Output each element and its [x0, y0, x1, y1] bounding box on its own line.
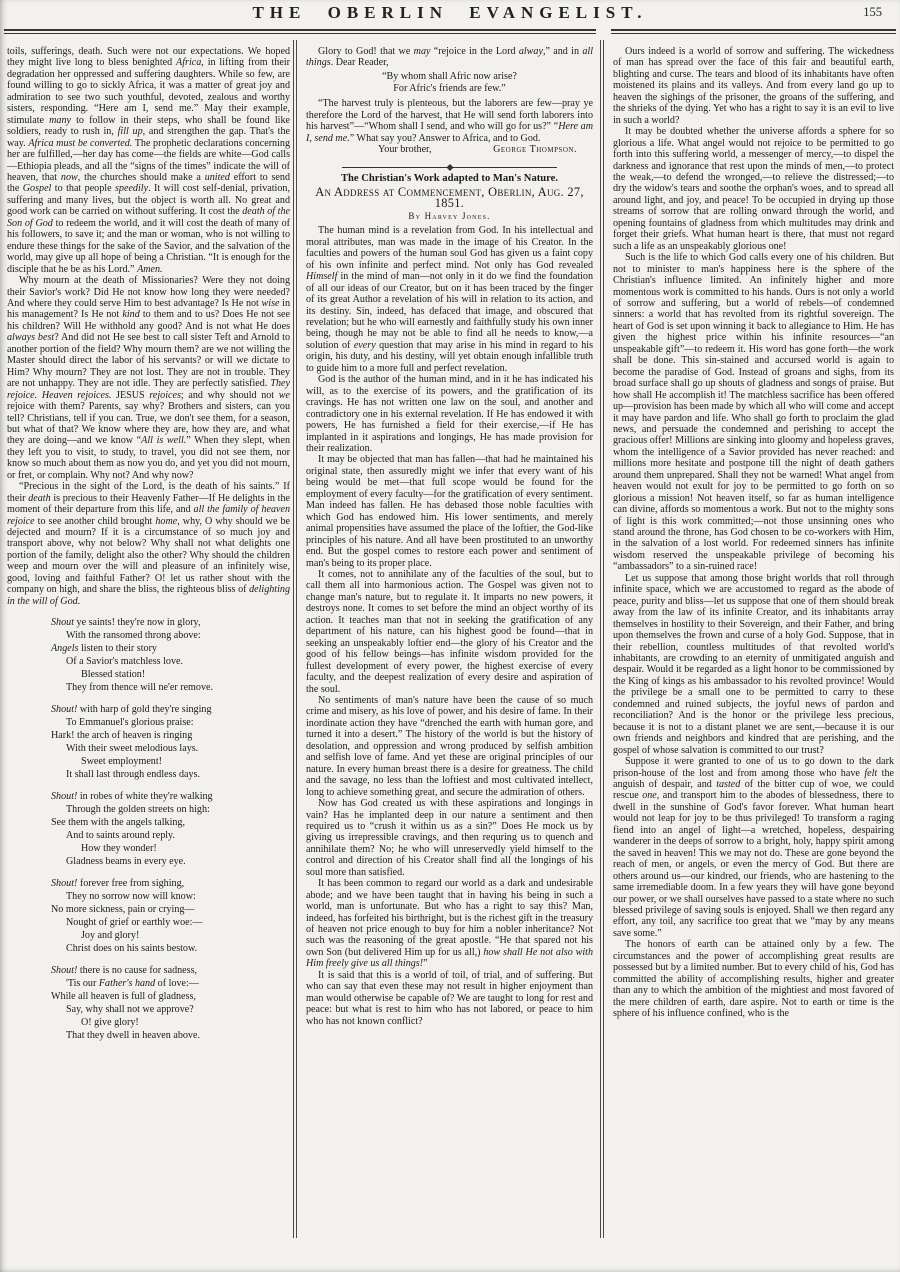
- verse-line: Say, why shall not we approve?: [66, 1004, 194, 1016]
- verse-line: Shout! there is no cause for sadness,: [51, 965, 198, 977]
- para: It is said that this is a world of toil, of trial, and of suffering. But who can say that even these may not result in higher enjoyment than man would otherwise be capable of? We are taught to long for rest and peace: but what is rest to him who has not labored, or peace to him who has not known conflict?: [306, 969, 593, 1027]
- verse-line: No more sickness, pain or crying—: [51, 904, 195, 916]
- verse-line: How they wonder!: [81, 843, 157, 855]
- verse-line: Nought of grief or earthly woe:—: [66, 917, 203, 929]
- signature-name: George Thompson.: [493, 144, 577, 156]
- para: Such is the life to which God calls every one of his children. But not to minister to man's happiness here is the sphere of the Christian's influence limited. An infinitely higher and more momentous work is committed to his hands. Ours is not only a world of sorrow and suffering, but a world of rebels—of condemned sinners: a world that has revolted from its rightful sovereign. The heart of God is set upon winning it back to allegiance to Him. He has given the highest price within his infinite resources—“an unspeakable gift”—to redeem it. His word has gone forth—the work shall be done. This sin-stained and accursed world is again to become the paradise of God. Instead of groans and sighs, from its broad surface shall go up shouts of gladness and songs of praise. But how shall He accomplish it! The matchless sacrifice has been offered up—provision has been made by which all who will come and accept it may have pardon and life. Who shall go forth to proclaim the glad news, and persuade the condemned and perishing to accept the gracious offer! Millions are sinking into gloomy and hopeless graves, whom the intelligence of a Savior provided has never reached: and millions more hesitate and postpone till the night of death gathers around them unprepared. Shall they not be warned! What angel from heaven would not exult for joy to be permitted to go forth on so glorious a mission! Not heaven itself, so far as human intelligence can divine, affords so momentous a work. But not to the mighty sons of light is this work committed;—not those unsinning ones who stand around the throne, has God chosen to be co-workers with Him, in the salvation of a lost world. For redeemed sinners has infinite wisdom reserved the unspeakable privilege of becoming his “ambassadors” to a sin-ruined race!: [613, 252, 894, 573]
- verse-line: And to saints around reply.: [66, 830, 175, 842]
- verse-line: For Afric's friends are few.”: [393, 83, 506, 95]
- section-divider: [342, 164, 557, 168]
- verse-line: Shout! forever free from sighing,: [51, 878, 185, 890]
- verse-line: Shout! in robes of white they're walking: [51, 791, 213, 803]
- verse-line: They from thence will ne'er remove.: [66, 682, 213, 694]
- para: The human mind is a revelation from God. In his intellectual and moral attributes, man was made in the image of his Creator. In the faculties and powers of the human soul God has given us a faint copy of his own infinite and perfect mind. Not only has God revealed Himself in the mind of man—not only in it do we find the foundation of all our ideas of our Creator, but on it has been traced by the finger of its great Author a revelation of his will in relation to its action, and its destiny. Sin, indeed, has defaced that image, and obscured that revelation; but he who will earnestly and faithfully study his own inner being, though he may not be able to find all he needs to know,—a solution of every question that may arise in his mind in regard to his origin, his duty, and his destiny, will yet obtain enough infallible truth to guide him to a more full and perfect revelation.: [306, 225, 593, 374]
- article-title: The Christian's Work adapted to Man's Nature.: [340, 172, 559, 184]
- para: It may be doubted whether the universe affords a sphere for so glorious a life. What angel would not rejoice to be permitted to go forth into this suffering world, a messenger of mercy,—to dispel the darkness and ignorance that rest upon the minds of men,—to protect the weak,—to defend the wronged,—to relieve the distressed;—to dry the widow's tears and soothe the orphan's woes, and to spread all around light, and joy, and peace! To be occupied in drying up those streams of sorrow that are rolling onward through the world, and opening fountains of gladness from which multitudes may drink and forget their griefs. What human heart is there, that must not regard such a life as an unspeakably glorious one!: [613, 126, 894, 252]
- verse-line: With their sweet melodious lays.: [66, 743, 199, 755]
- para: Suppose it were granted to one of us to go down to the dark prison-house of the lost and from among those who have felt the anguish of despair, and tasted of the bitter cup of woe, we could rescue one, and transport him to the abodes of blessedness, there to dwell in the sunshine of God's favor forever. What human heart would not leap for joy to be thus privileged! To transform a raging fiend into an angel of light—a wretched, hopeless, despairing wanderer in the deeps of sorrow to a bright, holy, happy spirit among the saved in heaven! This we may not do. These are gone beyond the reach of men, or angels, or even the mercy of God. But there are others around us—our kindred, our friends, who are hastening to the same irremediable doom. In a few years they will have gone beyond our power, or we shall ourselves have passed to a state where no such blessed privilege of saving souls is enjoyed. Shall we then regard any effort, any toil, any sacrifice too great that we “may by any means save some.”: [613, 756, 895, 939]
- hymn-stanza: [7, 703, 290, 781]
- para: The honors of earth can be attained only by a few. The circumstances and the power of accomplishing great results are possessed but by a limited number. But to every child of his, God has committed the ability of accomplishing results, higher and greater than any to which the ambition of the mightiest and most favored of the mere children of earth, dare aspire. Not to earth or time is the sphere of his influence confined, who is the: [613, 939, 894, 1020]
- verse-line: Shout ye saints! they're now in glory,: [51, 617, 201, 629]
- para: It comes, not to annihilate any of the faculties of the soul, but to call them all into harmonious action. The Gospel was given not to change man's nature, but to regulate it. It imparts no new powers, it destroys none. It comes to set before the mind an object worthy of its action. It teaches man that not in seeking the gratification of any department of his nature, can his highest good be found—that in seeking an unspeakably loftier end—the glory of his Creator and the good of his fellow beings—has infinite wisdom provided for the fullest development of every power, the highest exercise of every faculty, and the deepest realization of every desire and aspiration of the soul.: [306, 568, 593, 695]
- verse-line: That they dwell in heaven above.: [66, 1030, 200, 1042]
- verse-line: “By whom shall Afric now arise?: [382, 70, 517, 82]
- para: “The harvest truly is plenteous, but the laborers are few—pray ye therefore the Lord of the harvest, that He will send forth laborers into his harvest”—“Whom shall I send, and who will go for us?” “Here am I, send me.” What say you? Answer to Africa, and to God.: [306, 98, 593, 144]
- para: No sentiments of man's nature have been the cause of so much crime and misery, as his love of power, and his desire of fame. In their inordinate action they have “drenched the earth with human gore, and turned it into a desert.” The history of the world is but the history of desolation, and oppression and wrong produced by selfish ambition and selfish love of fame. And yet these are original principles of our nature. In every human breast there is a desire for greatness. The child and the savage, no less than the loftiest and most cultivated intellect, long to achieve something great, and secure the admiration of others.: [306, 694, 593, 798]
- verse-line: While all heaven is full of gladness,: [51, 991, 196, 1003]
- verse-line: See them with the angels talking,: [51, 817, 185, 829]
- verse-line: 'Tis our Father's hand of love:—: [66, 978, 199, 990]
- verse-line: Of a Savior's matchless love.: [66, 656, 184, 668]
- hymn-stanza: [7, 790, 290, 868]
- para: It has been common to regard our world as a dark and undesirable abode; and we have been taught that in having his being in such a world, man is unfortunate. But who has a right to say this? Man, indeed, has forfeited his birthright, but is the richest gift in the treasury of heaven not price enough to buy for him a nobler inheritance? Not such was the reasoning of the great apostle. “He that spared not his own Son (but delivered Him up for us all,) how shall He not also with Him freely give us all things!”: [306, 878, 593, 970]
- para: Now has God created us with these aspirations and longings in vain? Has he implanted deep in our nature a sentiment and then required us to “crush it within us as a sin?” Does He mock us by giving us irrepressible cravings, and then requring us to quench and annihilate them? No; he who will unreservedly yield himself to the control and direction of his Creator shall find all the longings of his soul more than satisfied.: [306, 798, 593, 878]
- masthead-title: THE OBERLIN EVANGELIST.: [252, 3, 648, 22]
- column-left: [7, 46, 290, 1051]
- header-rule-left: [4, 29, 596, 34]
- verse-line: To Emmanuel's glorious praise:: [66, 717, 194, 729]
- para: Glory to God! that we may “rejoice in the Lord alway,” and in all things. Dear Reader,: [306, 46, 593, 69]
- verse-line: Hark! the arch of heaven is ringing: [51, 730, 193, 742]
- para: God is the author of the human mind, and in it he has indicated his will, as to the exercise of its powers, and the gratification of its cravings. He has not written one law on the soul, and another and contradictory one in his external revelation. If He has endowed it with powers, He has furnished a field for their exercise,—if He has implanted in it aspirations and longings, He has made provision for their realization.: [306, 374, 593, 454]
- quoted-couplet: [306, 71, 593, 95]
- para: It may be objected that man has fallen—that had he maintained his original state, then assuredly might we infer that every want of his being would be met—that full scope would be found for the employment of every faculty—for the gratification of every sentiment. Man indeed has fallen. He has debased those noble faculties with which God has endowed him. His lower sentiments, and merely animal propensities have assumed the place of the loftier, the God-like principles of his nature. And all have been prostituted to an unworthy end. But the gospel comes to restore each power and sentiment of man's being to its proper place.: [306, 454, 593, 569]
- verse-line: Angels listen to their story: [51, 643, 157, 655]
- verse-line: Joy and glory!: [81, 930, 140, 942]
- column-right: [613, 46, 894, 1020]
- verse-line: Through the golden streets on high:: [66, 804, 210, 816]
- para: Ours indeed is a world of sorrow and suffering. The wickedness of man has spread over the face of this fair and beautiful earth, blighting and curse. The tears and blood of its inhabitants have often moistened its plains and its valleys. And from every land go up to heaven the sighings of the prisoner, the groans of the suffering, and the shrieks of the dying. Yet who has a right to say it is an evil to live in such a world?: [613, 46, 894, 126]
- hymn-stanza: [7, 616, 290, 694]
- verse-line: O! give glory!: [81, 1017, 139, 1029]
- letter-signature: [306, 144, 593, 155]
- hymn-stanza: [7, 877, 290, 955]
- verse-line: It shall last through endless days.: [66, 769, 201, 781]
- page-number: 155: [863, 5, 882, 19]
- column-center: [306, 46, 593, 1027]
- hymn-stanza: [7, 964, 290, 1042]
- para: “Precious in the sight of the Lord, is the death of his saints.” If their death is precious to their Heavenly Father—If He delights in the moment of their departure from this life, and all the family of heaven rejoice to see another child brought home, why, O why should we be dejected and mourn? If it is a circumstance of so much joy and transport above, why not below? Why shall not what delights one portion of the family, delight also the other? Why should the children weep and mourn over the will and pleasure of an infinitely wise, good, loving and faithful Father? O! let us rather shout with the company on high, and share the bliss, the righteous bliss of delighting in the will of God.: [7, 481, 290, 607]
- verse-line: With the ransomed throng above:: [66, 630, 201, 642]
- continued-paragraph: toils, sufferings, death. Such were not our expectations. We hoped they might live long to bless benighted Africa, in lifting from their degradation her oppressed and suffering daughters. While so few, are found willing to go to sickly Africa, it was a matter of great joy and admiration to see two such youthful, devoted, zealous and worthy sisters, responding. “Here am I, send me.” May their example, stimulate many to follow in their steps, who shall be found like soldiers, ready to rush in, fill up, and strengthen the gap. That's the way. Africa must be converted. The prophetic declarations concerning her are fulfilled,—her day has come—the fields are white—God calls—Ethiopia pleads, and all the “signs of the times” indicate the will of heaven, that now, the churches should make a united effort to send the Gospel to that people speedily. It will cost self-denial, privation, suffering and many lives, but the object is worth all. No great and good work can be carried on without suffering. It cost the death of the Son of God to redeem the world, and it will cost the death of many of his followers, to save it; and the man or woman, who is not willing to endure these things for the sake of the Savior, and the salvation of the world, may give up all hope of being a Christian. “It is enough for the disciple that he be as his Lord.” Amen.: [7, 46, 291, 275]
- article-subtitle: An Address at Commencement, Oberlin, Aug. 27, 1851.: [315, 185, 584, 211]
- column-separator-right: [600, 40, 604, 1238]
- verse-line: Christ does on his saints bestow.: [66, 943, 198, 955]
- article-byline: By Harvey Jones.: [408, 210, 491, 221]
- verse-line: They no sorrow now will know:: [66, 891, 196, 903]
- verse-line: Blessed station!: [81, 669, 146, 681]
- para: Why mourn at the death of Missionaries? Were they not doing their Savior's work? Did He not know how long they were needed? And where they could serve Him to best advantage? Is He not wise in his management? Is He not kind to them and to us? Does He not see his children? Will He withhold any good? And is not what He does always best? And did not He see best to call sister Teft and Arnold to another portion of the field? Why mourn them? are we not willing the Master should direct the labor of his servants? or will we dictate to Him? Why mourn? They are not lost. They are not in trouble. They are not unhappy. They are not idle. They are perfectly satisfied. They rejoice. Heaven rejoices. JESUS rejoices; and why should not we rejoice with them? Parents, say why? Brothers and sisters, can you tell? Christians, tell if you can. True, we don't see them, for a season, but what of that? We know where they are, how they are, and what they are doing—and we know “All is well.” When they slept, when they left you to visit, to study, to travel, you did not see them, nor know so much about them as now you do, and yet you did not mourn, or fret, or complain. Why not? And why now?: [7, 275, 291, 481]
- header-rule-right: [611, 29, 896, 34]
- para: Let us suppose that among those bright worlds that roll through infinite space, which we are accustomed to regard as the abode of peace, purity and bliss—let us suppose that one of them should break away from the law of its infinite Creator, and its inhabitants array themselves in hostility to their Sovereign, and their Father, and bring upon themselves the frown and curse of a holy God. Suppose, that in their rebellion, countless multitudes of that revolted world's inhabitants, are crowding to an eternity of unmitigated anguish and despair. Would it be regarded as a light honor to be commissioned by the King of kings as his ambassador to his revolted province! Would the privilege be a small one to be permitted to carry to these condemned and ruined subjects, the joyful news of pardon and reconciliation? And is the honor or the privilege less precious, because it is not to a distant planet we are sent,—because it is our own friends and neighbors and kindred that are perishing, and the gospel of whose salvation is committed to our trust?: [613, 572, 894, 756]
- signature-closing: Your brother,: [378, 144, 432, 156]
- verse-line: Shout! with harp of gold they're singing: [51, 704, 212, 716]
- verse-line: Sweet employment!: [81, 756, 163, 768]
- column-separator-left: [293, 40, 297, 1238]
- verse-line: Gladness beams in every eye.: [66, 856, 186, 868]
